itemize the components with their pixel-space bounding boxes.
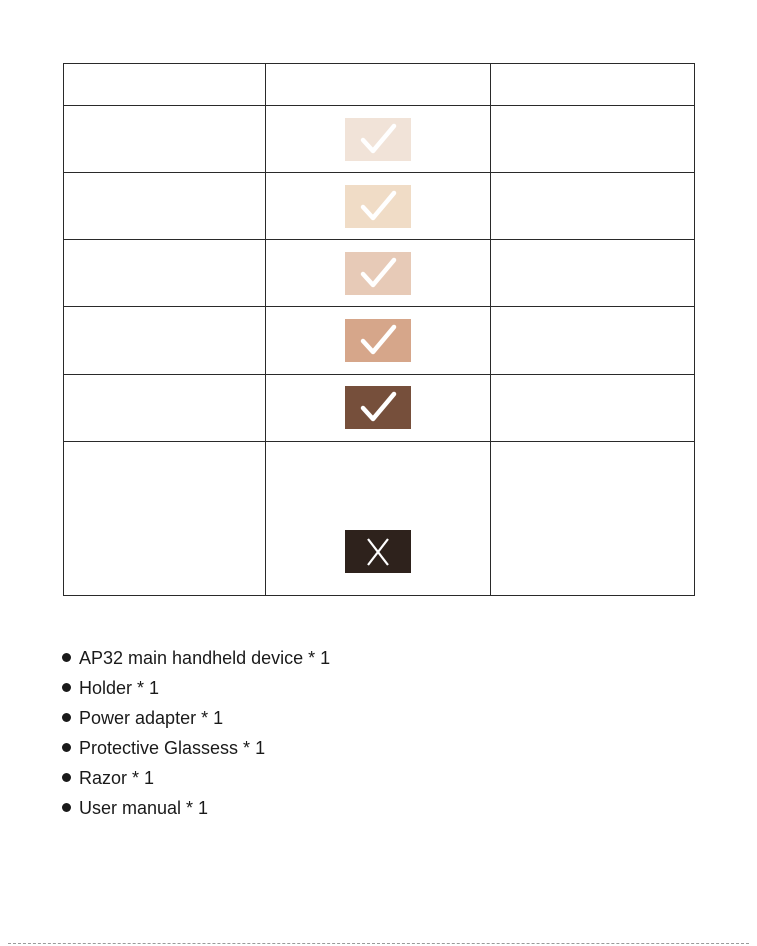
checkmark-icon bbox=[345, 252, 411, 295]
suitability-cell bbox=[266, 240, 491, 307]
bullet-icon bbox=[62, 743, 71, 752]
table-row bbox=[64, 173, 695, 240]
list-item bbox=[62, 765, 330, 795]
skin-tone-swatch bbox=[345, 118, 411, 161]
table-row bbox=[64, 106, 695, 173]
skin-type-table bbox=[63, 63, 695, 596]
list-item-label: Razor * 1 bbox=[79, 768, 155, 788]
list-item bbox=[62, 705, 330, 735]
notes-cell bbox=[491, 441, 695, 595]
table-row bbox=[64, 374, 695, 441]
skin-type-cell bbox=[64, 106, 266, 173]
notes-cell bbox=[491, 106, 695, 173]
list-item bbox=[62, 795, 330, 825]
skin-type-cell bbox=[64, 441, 266, 595]
list-item-label: Power adapter * 1 bbox=[79, 708, 224, 728]
table-row bbox=[64, 240, 695, 307]
notes-cell bbox=[491, 307, 695, 374]
bullet-icon bbox=[62, 803, 71, 812]
list-item bbox=[62, 735, 330, 765]
suitability-cell bbox=[266, 106, 491, 173]
list-item-label: Holder * 1 bbox=[79, 678, 160, 698]
checkmark-icon bbox=[345, 319, 411, 362]
skin-tone-swatch bbox=[345, 386, 411, 429]
suitability-cell bbox=[266, 374, 491, 441]
notes-cell bbox=[491, 173, 695, 240]
suitability-cell bbox=[266, 307, 491, 374]
list-item bbox=[62, 675, 330, 705]
bullet-icon bbox=[62, 683, 71, 692]
notes-cell bbox=[491, 374, 695, 441]
skin-tone-swatch bbox=[345, 252, 411, 295]
suitability-cell bbox=[266, 441, 491, 595]
skin-type-cell bbox=[64, 240, 266, 307]
bullet-icon bbox=[62, 773, 71, 782]
table-row bbox=[64, 441, 695, 595]
checkmark-icon bbox=[345, 386, 411, 429]
list-item bbox=[62, 645, 330, 675]
notes-cell bbox=[491, 240, 695, 307]
suitability-cell bbox=[266, 173, 491, 240]
skin-type-cell bbox=[64, 173, 266, 240]
bullet-icon bbox=[62, 653, 71, 662]
page-bottom-rule bbox=[8, 943, 749, 944]
skin-tone-swatch bbox=[345, 185, 411, 228]
table-row bbox=[64, 307, 695, 374]
package-contents-list bbox=[62, 645, 330, 825]
header-cell-skin-type bbox=[64, 64, 266, 106]
skin-type-cell bbox=[64, 307, 266, 374]
table-header-row bbox=[64, 64, 695, 106]
checkmark-icon bbox=[345, 118, 411, 161]
cross-icon bbox=[345, 530, 411, 573]
list-item-label: AP32 main handheld device * 1 bbox=[79, 648, 331, 668]
skin-tone-swatch bbox=[345, 319, 411, 362]
skin-type-cell bbox=[64, 374, 266, 441]
list-item-label: User manual * 1 bbox=[79, 798, 209, 818]
header-cell-notes bbox=[491, 64, 695, 106]
bullet-icon bbox=[62, 713, 71, 722]
skin-tone-swatch bbox=[345, 530, 411, 573]
header-cell-suitable bbox=[266, 64, 491, 106]
checkmark-icon bbox=[345, 185, 411, 228]
list-item-label: Protective Glassess * 1 bbox=[79, 738, 266, 758]
